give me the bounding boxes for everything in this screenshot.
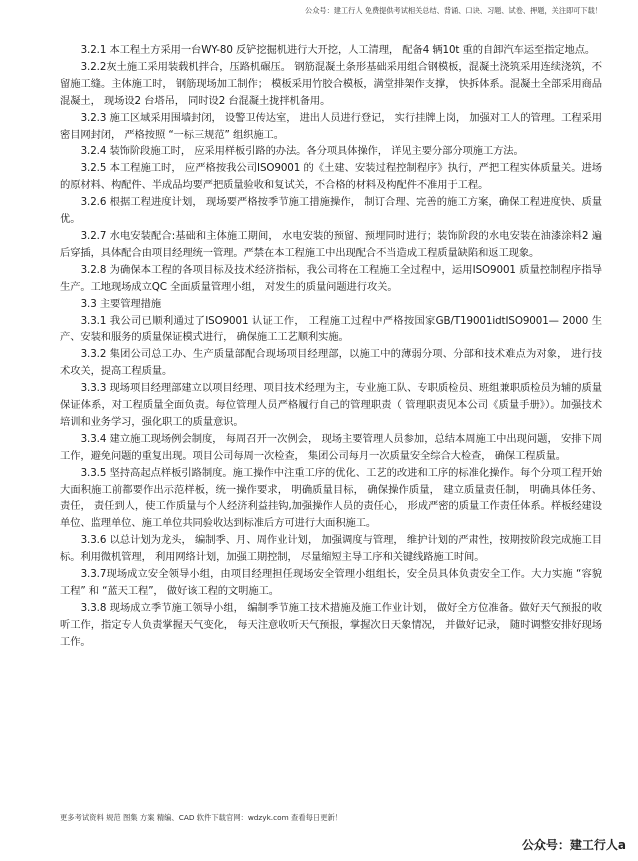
page-header: 公众号：建工行人 免费提供考试相关总结、背诵、口诀、习题、试卷、押题，关注即可下载！ xyxy=(305,6,602,15)
page-footer: 更多考试资料 规范 图集 方案 精编、CAD 软件下载官网：wdzyk.com 查看每日更新！ xyxy=(60,813,343,822)
section-heading-3-3: 3.3 主要管理措施 xyxy=(80,297,162,310)
paragraph-3-2-6: 3.2.6 根据工程进度计划， 现场要严格按季节施工措施操作， 制订合理、完善的施工方案，确保工程进度快、质量优。 xyxy=(60,196,602,226)
watermark: 公众号：建工行人a xyxy=(521,838,626,852)
paragraph-3-2-7: 3.2.7 水电安装配合:基础和主体施工期间， 水电安装的预留、预埋同时进行；装饰阶段的水电安装在油漆涂料2 遍后穿插，具体配合由项目经理统一管理。严禁在本工程施工中出现配合不当造成工程质量缺陷和返工现象。 xyxy=(60,229,602,259)
paragraph-3-2-4: 3.2.4 装饰阶段施工时， 应采用样板引路的办法。各分项具体操作， 详见主要分部分项施工方法。 xyxy=(80,145,524,158)
paragraph-3-3-7: 3.3.7现场成立安全领导小组，由项目经理担任现场安全管理小组组长，安全员具体负责安全工作。大力实施 “容貌工程” 和 “蓝天工程”， 做好该工程的文明施工。 xyxy=(60,568,602,597)
document-body xyxy=(60,42,602,651)
paragraph-3-2-2: 3.2.2灰土施工采用装载机拌合，压路机碾压。 钢筋混凝土条形基础采用组合钢模板，混凝土浇筑采用连续浇筑，不留施工缝。主体施工时， 钢筋现场加工制作； 模板采用竹胶合模板，满堂排架作支撑， 快拆体系。混凝土全部采用商品混凝土， 现场设2 台塔吊， 同时设2 台混凝土拢拌机备用。 xyxy=(60,60,602,107)
paragraph-3-3-2: 3.3.2 集团公司总工办、生产质量部配合现场项目经理部，以施工中的薄弱分项、分部和技术难点为对象， 进行技术攻关，提高工程质量。 xyxy=(60,348,602,378)
paragraph-3-3-6: 3.3.6 以总计划为龙头， 编制季、月、周作业计划， 加强调度与管理， 维护计划的严肃性，按期按阶段完成施工目标。利用微机管理， 利用网络计划，加强工期控制， 尽量缩短主导工序和关键线路施工时间。 xyxy=(60,534,602,564)
paragraph-3-2-1: 3.2.1 本工程土方采用一台WY-80 反铲挖掘机进行大开挖，人工清理， 配备4 辆10t 重的自卸汽车运至指定地点。 xyxy=(80,44,596,56)
paragraph-3-2-8: 3.2.8 为确保本工程的各项目标及技术经济指标，我公司将在工程施工全过程中，运用ISO9001 质量控制程序指导生产。工地现场成立QC 全面质量管理小组， 对发生的质量问题进行攻关。 xyxy=(60,263,602,293)
paragraph-3-3-5: 3.3.5 坚持高起点样板引路制度。施工操作中注重工序的优化、工艺的改进和工序的标准化操作。每个分项工程开始大面积施工前都要作出示范样板，统一操作要求， 明确质量目标， 确保操作质量， 建立质量责任制， 明确具体任务、责任， 责任到人，使工作质量与个人经济利益挂钩,加强操作人员的责任心， 形成严密的质量工作责任体系。样板经建设单位、监理单位、施工单位共同验收达到标准后方可进行大面积施工。 xyxy=(60,466,602,530)
paragraph-3-2-5: 3.2.5 本工程施工时， 应严格按我公司ISO9001 的《土建、安装过程控制程序》执行，严把工程实体质量关。进场的原材料、构配件、半成品均要严把质量验收和复试关，不合格的材料及构配件不准用于工程。 xyxy=(60,162,602,192)
paragraph-3-3-8: 3.3.8 现场成立季节施工领导小组， 编制季节施工技术措施及施工作业计划， 做好全方位准备。做好天气预报的收听工作，指定专人负责掌握天气变化， 每天注意收听天气预报，掌握次日天象情况， 并做好记录， 随时调整安排好现场工作。 xyxy=(60,601,602,648)
paragraph-3-2-3: 3.2.3 施工区域采用围墙封闭， 设警卫传达室， 进出人员进行登记， 实行挂牌上岗， 加强对工人的管理。工程采用密目网封闭， 严格按照 “一标三规范” 组织施工。 xyxy=(60,111,602,141)
paragraph-3-3-3: 3.3.3 现场项目经理部建立以项目经理、项目技术经理为主，专业施工队、专职质检员、班组兼职质检员为辅的质量保证体系，对工程质量全面负责。每位管理人员严格履行自己的管理职责（ 管理职责见本公司《质量手册》）。加强技术培训和业务学习，强化职工的质量意识。 xyxy=(60,382,602,428)
paragraph-3-3-1: 3.3.1 我公司已顺利通过了ISO9001 认证工作， 工程施工过程中严格按国家GB/T19001idtISO9001— 2000 生产、安装和服务的质量保证模式进行， 确保施工工艺顺利实施。 xyxy=(60,314,602,344)
paragraph-3-3-4: 3.3.4 建立施工现场例会制度， 每周召开一次例会， 现场主要管理人员参加，总结本周施工中出现问题， 安排下周工作，避免问题的重复出现。项目公司每周一次检查， 集团公司每月一次质量安全综合大检查， 确保工程质量。 xyxy=(60,432,602,462)
